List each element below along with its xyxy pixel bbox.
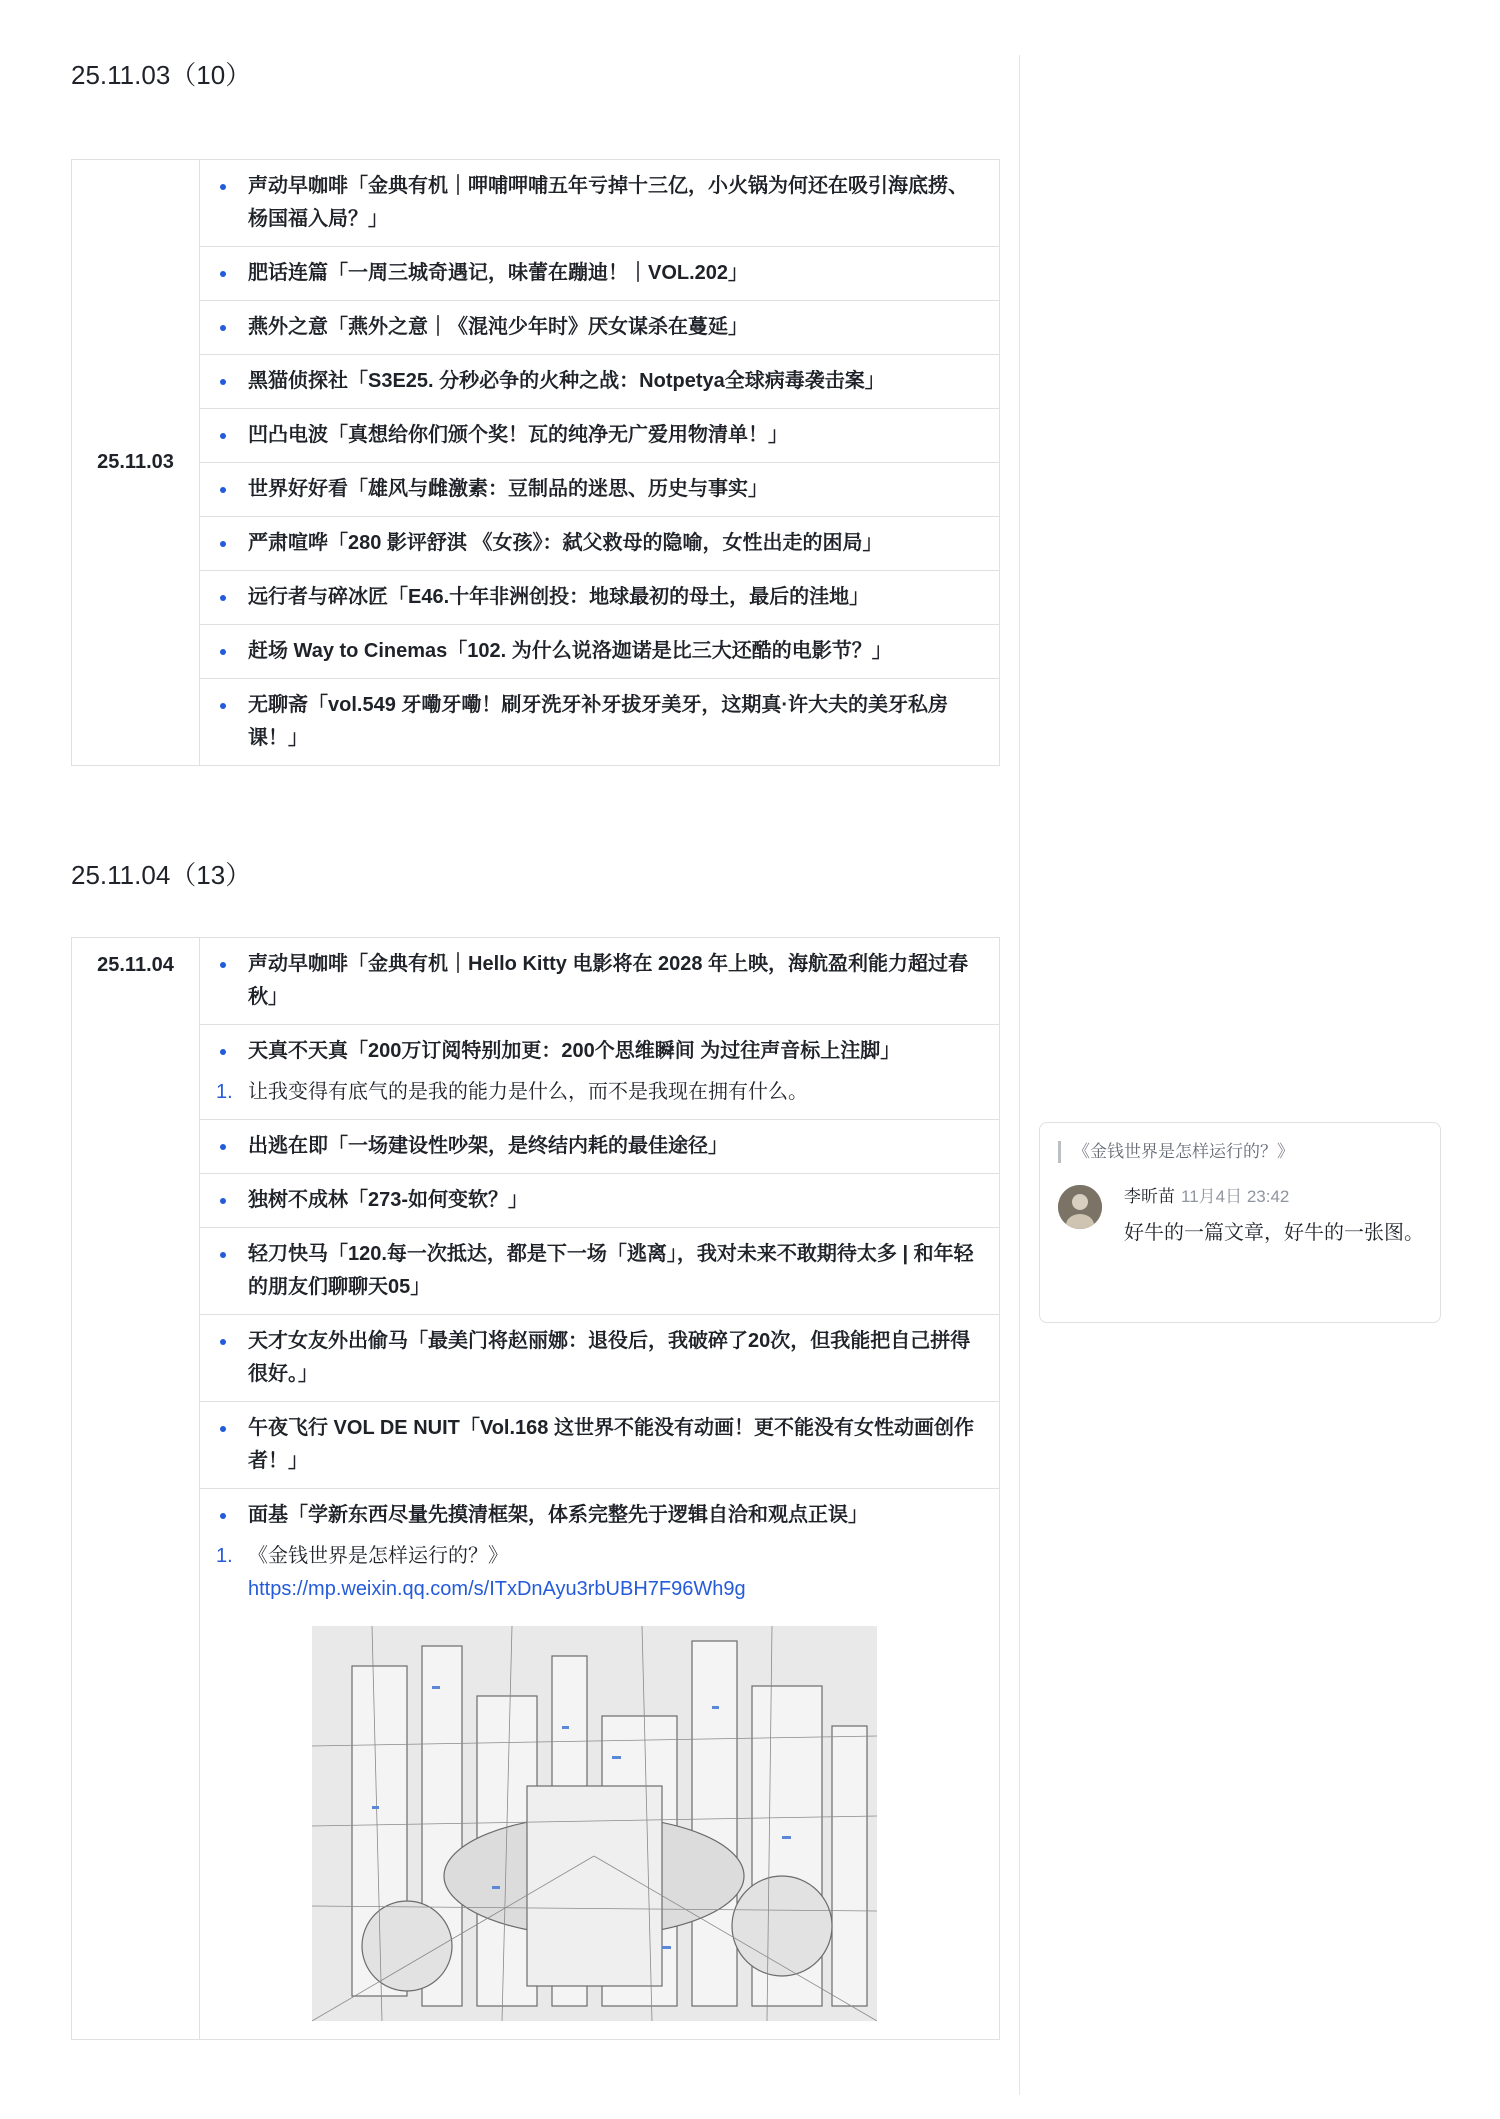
table-row bbox=[72, 1228, 1000, 1315]
bullet-icon bbox=[220, 379, 226, 385]
table-cell[interactable] bbox=[200, 409, 1000, 463]
table-row bbox=[72, 517, 1000, 571]
episode-table bbox=[71, 937, 1000, 2040]
table-row bbox=[72, 247, 1000, 301]
bullet-icon bbox=[220, 184, 226, 190]
table-row bbox=[72, 463, 1000, 517]
table-cell[interactable] bbox=[200, 1174, 1000, 1228]
table-cell[interactable] bbox=[200, 1402, 1000, 1489]
table-row bbox=[72, 571, 1000, 625]
bullet-icon bbox=[220, 1198, 226, 1204]
comment-text: 好牛的一篇文章，好牛的一张图。 bbox=[1124, 1222, 1424, 1244]
bullet-icon bbox=[220, 1339, 226, 1345]
bullet-icon bbox=[220, 487, 226, 493]
table-row bbox=[72, 679, 1000, 766]
date-cell: 25.11.03 bbox=[72, 160, 200, 766]
bullet-icon bbox=[220, 595, 226, 601]
table-row bbox=[72, 160, 1000, 247]
episode-title: 轻刀快马「120.每一次抵达，都是下一场「逃离」，我对未来不敢期待太多 | 和年轻的朋友们聊聊天05」 bbox=[248, 1243, 974, 1298]
episode-title: 黑猫侦探社「S3E25. 分秒必争的火种之战：Notpetya全球病毒袭击案」 bbox=[248, 370, 885, 392]
table-cell[interactable] bbox=[200, 355, 1000, 409]
article-link[interactable]: https://mp.weixin.qq.com/s/ITxDnAyu3rbUBH7F96Wh9g bbox=[248, 1578, 746, 1600]
episode-title: 面基「学新东西尽量先摸清框架，体系完整先于逻辑自洽和观点正误」 bbox=[248, 1504, 868, 1526]
episode-title: 凹凸电波「真想给你们颁个奖！瓦的纯净无广爱用物清单！」 bbox=[248, 424, 788, 446]
bullet-icon bbox=[220, 1252, 226, 1258]
bullet-icon bbox=[220, 1426, 226, 1432]
comment-card[interactable] bbox=[1039, 1122, 1441, 1323]
episode-title: 燕外之意「燕外之意｜《混沌少年时》厌女谋杀在蔓延」 bbox=[248, 316, 748, 338]
episode-title: 赶场 Way to Cinemas「102. 为什么说洛迦诺是比三大还酷的电影节？」 bbox=[248, 640, 892, 662]
table-row bbox=[72, 1402, 1000, 1489]
episode-title: 肥话连篇「一周三城奇遇记，味蕾在蹦迪！｜VOL.202」 bbox=[248, 262, 749, 284]
sketch-illustration-image[interactable] bbox=[312, 1626, 877, 2021]
episode-title: 天才女友外出偷马「最美门将赵丽娜：退役后，我破碎了20次，但我能把自己拼得很好。」 bbox=[248, 1330, 971, 1385]
table-cell[interactable] bbox=[200, 625, 1000, 679]
bullet-icon bbox=[220, 962, 226, 968]
section-heading: 25.11.04（13） bbox=[71, 860, 252, 890]
table-row bbox=[72, 625, 1000, 679]
table-cell[interactable] bbox=[200, 517, 1000, 571]
episode-title: 严肃喧哗「280 影评舒淇 《女孩》：弑父救母的隐喻，女性出走的困局」 bbox=[248, 532, 883, 554]
table-row bbox=[72, 1315, 1000, 1402]
episode-title: 天真不天真「200万订阅特别加更：200个思维瞬间 为过往声音标上注脚」 bbox=[248, 1040, 901, 1062]
episode-title: 无聊斋「vol.549 牙嘞牙嘞！刷牙洗牙补牙拔牙美牙，这期真·许大夫的美牙私房课！」 bbox=[248, 694, 949, 749]
section-heading: 25.11.03（10） bbox=[71, 60, 252, 90]
table-row bbox=[72, 1025, 1000, 1120]
table-row bbox=[72, 1120, 1000, 1174]
comment-quote: 《金钱世界是怎样运行的？》 bbox=[1058, 1141, 1294, 1163]
comment-panel-divider bbox=[1019, 55, 1020, 2095]
user-avatar-icon bbox=[1058, 1185, 1102, 1229]
episode-title: 独树不成林「273-如何变软？」 bbox=[248, 1189, 529, 1211]
bullet-icon bbox=[220, 325, 226, 331]
table-cell[interactable] bbox=[200, 301, 1000, 355]
bullet-icon bbox=[220, 703, 226, 709]
table-cell[interactable] bbox=[200, 1489, 1000, 2040]
avatar[interactable] bbox=[1058, 1185, 1102, 1229]
episode-title: 世界好好看「雄风与雌激素：豆制品的迷思、历史与事实」 bbox=[248, 478, 768, 500]
episode-title: 远行者与碎冰匠「E46.十年非洲创投：地球最初的母土，最后的洼地」 bbox=[248, 586, 870, 608]
episode-note: 让我变得有底气的是我的能力是什么，而不是我现在拥有什么。 bbox=[248, 1081, 808, 1103]
table-cell[interactable] bbox=[200, 1228, 1000, 1315]
city-sketch-image bbox=[312, 1626, 877, 2021]
episode-title: 声动早咖啡「金典有机｜呷哺呷哺五年亏掉十三亿，小火锅为何还在吸引海底捞、杨国福入局？」 bbox=[248, 175, 968, 230]
list-number: 1. bbox=[216, 1545, 233, 1567]
bullet-icon bbox=[220, 1049, 226, 1055]
episode-table bbox=[71, 159, 1000, 766]
bullet-icon bbox=[220, 649, 226, 655]
table-cell[interactable] bbox=[200, 679, 1000, 766]
date-cell: 25.11.04 bbox=[72, 938, 200, 2040]
bullet-icon bbox=[220, 271, 226, 277]
table-cell[interactable] bbox=[200, 1315, 1000, 1402]
table-row bbox=[72, 301, 1000, 355]
table-row bbox=[72, 1489, 1000, 2040]
table-row bbox=[72, 409, 1000, 463]
table-cell[interactable] bbox=[200, 938, 1000, 1025]
table-cell[interactable] bbox=[200, 463, 1000, 517]
episode-title: 声动早咖啡「金典有机｜Hello Kitty 电影将在 2028 年上映，海航盈利能力超过春秋」 bbox=[248, 953, 969, 1008]
table-row bbox=[72, 1174, 1000, 1228]
bullet-icon bbox=[220, 433, 226, 439]
comment-meta bbox=[1124, 1185, 1289, 1209]
table-cell[interactable] bbox=[200, 247, 1000, 301]
episode-title: 午夜飞行 VOL DE NUIT「Vol.168 这世界不能没有动画！更不能没有女性动画创作者！」 bbox=[248, 1417, 974, 1472]
list-number: 1. bbox=[216, 1081, 233, 1103]
bullet-icon bbox=[220, 1513, 226, 1519]
table-cell[interactable] bbox=[200, 160, 1000, 247]
episode-title: 出逃在即「一场建设性吵架，是终结内耗的最佳途径」 bbox=[248, 1135, 728, 1157]
episode-note: 《金钱世界是怎样运行的？》 bbox=[248, 1545, 508, 1567]
table-row bbox=[72, 355, 1000, 409]
table-cell[interactable] bbox=[200, 1025, 1000, 1120]
comment-time: 11月4日 23:42 bbox=[1181, 1187, 1290, 1206]
table-row bbox=[72, 938, 1000, 1025]
table-cell[interactable] bbox=[200, 571, 1000, 625]
comment-author[interactable]: 李昕苗 bbox=[1124, 1187, 1175, 1206]
bullet-icon bbox=[220, 541, 226, 547]
table-cell[interactable] bbox=[200, 1120, 1000, 1174]
bullet-icon bbox=[220, 1144, 226, 1150]
